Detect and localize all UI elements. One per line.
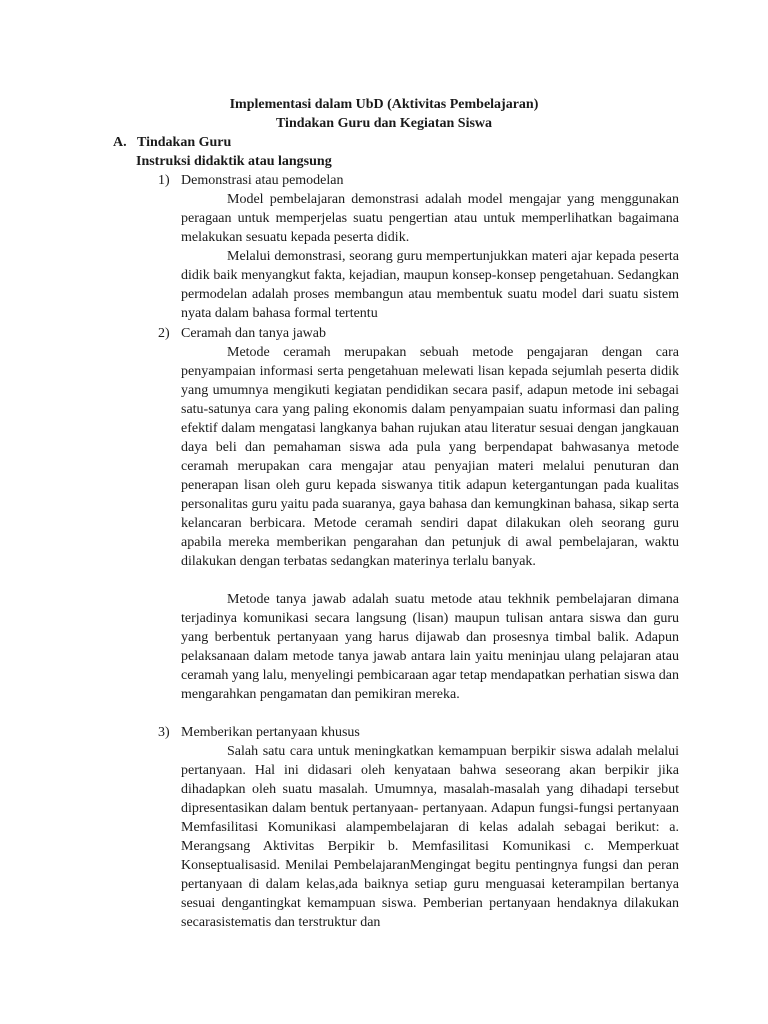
paragraph: Salah satu cara untuk meningkatkan kemampuan berpikir siswa adalah melalui pertanyaan. Hal ini didasari oleh kenyataan bahwa seseorang akan berpikir jika dihadapkan oleh suatu masalah. Umumnya, masalah-masalah yang dihadapi tersebut dipresentasikan dalam bentuk pertanyaan- pertanyaan. Adapun fungsi-fungsi pertanyaan Memfasilitasi Komunikasi alampembelajaran di kelas adalah sebagai berikut: a. Merangsang Aktivitas Berpikir b. Memfasilitasi Komunikasi c. Memperkuat Konseptualisasid. Menilai PembelajaranMengingat begitu pentingnya fungsi dan peran pertanyaan di dalam kelas,ada baiknya setiap guru menguasai keterampilan bertanya sesuai dengantingkat kemampuan siswa. Pemberian pertanyaan hendaknya dilakukan secarasistematis dan terstruktur dan <box>181 744 679 930</box>
document-subtitle: Tindakan Guru dan Kegiatan Siswa <box>275 116 493 131</box>
item-title: Ceramah dan tanya jawab <box>181 326 326 341</box>
item-number: 2) <box>158 326 170 341</box>
item-title: Memberikan pertanyaan khusus <box>181 725 360 740</box>
item-number: 3) <box>158 725 170 740</box>
section-heading <box>113 133 231 152</box>
section-title: Tindakan Guru <box>137 135 232 150</box>
section-letter: A. <box>113 135 127 150</box>
document-title: Implementasi dalam UbD (Aktivitas Pembelajaran) <box>229 97 539 112</box>
paragraph: Model pembelajaran demonstrasi adalah model mengajar yang menggunakan peragaan untuk memperjelas suatu pengertian atau untuk memperlihatkan bagaimana melakukan sesuatu kepada peserta didik. <box>181 192 679 245</box>
item-title: Demonstrasi atau pemodelan <box>181 173 344 188</box>
paragraph: Metode ceramah merupakan sebuah metode pengajaran dengan cara penyampaian informasi serta pengetahuan melewati lisan kepada sejumlah peserta didik yang umumnya mengikuti kegiatan pendidikan secara pasif, adapun metode ini sebagai satu-satunya cara yang paling ekonomis dalam penyampaian suatu informasi dan paling efektif dalam mengatasi langkanya bahan rujukan atau literatur sesuai dengan jangkauan daya beli dan pemahaman siswa ada pula yang berpendapat bahwasanya metode ceramah merupakan cara mengajar atau penyajian materi melalui penuturan dan penerapan lisan oleh guru kepada siswanya titik adapun ketergantungan pada kualitas personalitas guru yaitu pada suaranya, gaya bahasa dan kemungkinan bahasa, sikap serta kelancaran berbicara. Metode ceramah sendiri dapat dilakukan oleh seorang guru apabila mereka memberikan pengarahan dan petunjuk di awal pembelajaran, waktu dilakukan dengan terbatas sedangkan materinya terlalu banyak. <box>181 345 679 569</box>
item-number: 1) <box>158 173 170 188</box>
paragraph: Metode tanya jawab adalah suatu metode atau tekhnik pembelajaran dimana terjadinya komunikasi secara langsung (lisan) maupun tulisan antara siswa dan guru yang berbentuk pertanyaan yang harus dijawab dan prosesnya timbal balik. Adapun pelaksanaan dalam metode tanya jawab antara lain yaitu meninjau ulang pelajaran atau ceramah yang lalu, menyelingi pembicaraan agar tetap mendapatkan perhatian siswa dan mengarahkan pengamatan dan pemikiran mereka. <box>181 592 679 702</box>
paragraph: Melalui demonstrasi, seorang guru mempertunjukkan materi ajar kepada peserta didik baik menyangkut fakta, kejadian, maupun konsep-konsep pengetahuan. Sedangkan permodelan adalah proses membangun atau membentuk suatu model dari suatu sistem nyata dalam bahasa formal tertentu <box>181 249 679 321</box>
subsection-heading: Instruksi didaktik atau langsung <box>136 154 332 169</box>
